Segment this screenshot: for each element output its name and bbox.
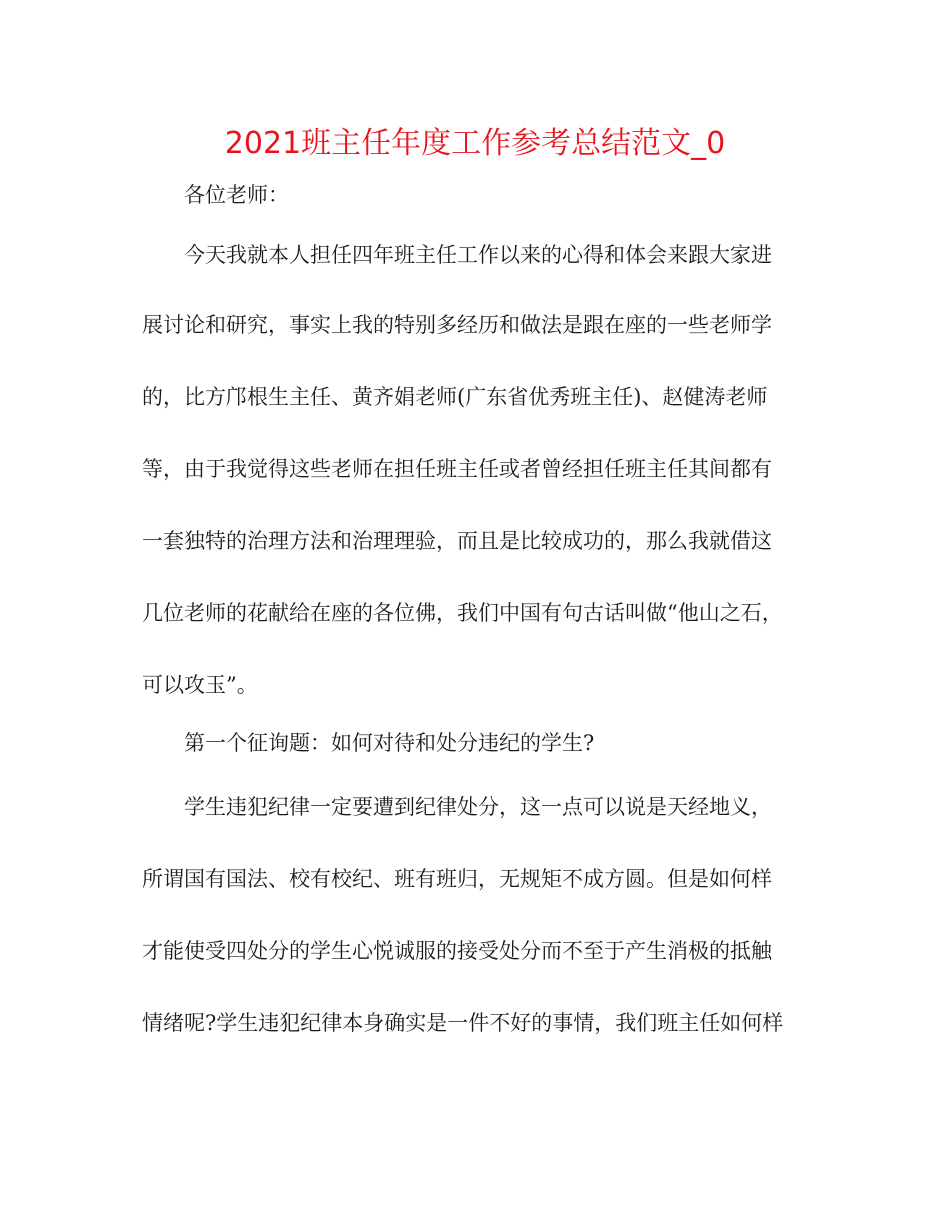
document-title: 2021班主任年度工作参考总结范文_0: [224, 126, 726, 161]
question-heading-line: 第一个征询题：如何对待和处分违纪的学生?: [184, 731, 595, 755]
paragraph-line: 今天我就本人担任四年班主任工作以来的心得和体会来跟大家进: [184, 243, 772, 267]
paragraph-line: 展讨论和研究，事实上我的特别多经历和做法是跟在座的一些老师学: [142, 313, 772, 337]
salutation-line: 各位老师：: [184, 183, 289, 207]
paragraph-line: 可以攻玉”。: [142, 673, 258, 697]
paragraph-line: 所谓国有国法、校有校纪、班有班归，无规矩不成方圆。但是如何样: [142, 867, 772, 891]
paragraph-line: 情绪呢?学生违犯纪律本身确实是一件不好的事情，我们班主任如何样: [142, 1011, 784, 1035]
paragraph-line: 的，比方邝根生主任、黄齐娟老师(广东省优秀班主任)、赵健涛老师: [142, 385, 768, 409]
paragraph-line: 等，由于我觉得这些老师在担任班主任或者曾经担任班主任其间都有: [142, 457, 772, 481]
paragraph-line: 几位老师的花献给在座的各位佛，我们中国有句古话叫做“他山之石，: [142, 601, 783, 625]
paragraph-line: 一套独特的治理方法和治理理验，而且是比较成功的，那么我就借这: [142, 529, 772, 553]
paragraph-line: 学生违犯纪律一定要遭到纪律处分，这一点可以说是天经地义，: [184, 795, 772, 819]
paragraph-line: 才能使受四处分的学生心悦诚服的接受处分而不至于产生消极的抵触: [142, 939, 772, 963]
